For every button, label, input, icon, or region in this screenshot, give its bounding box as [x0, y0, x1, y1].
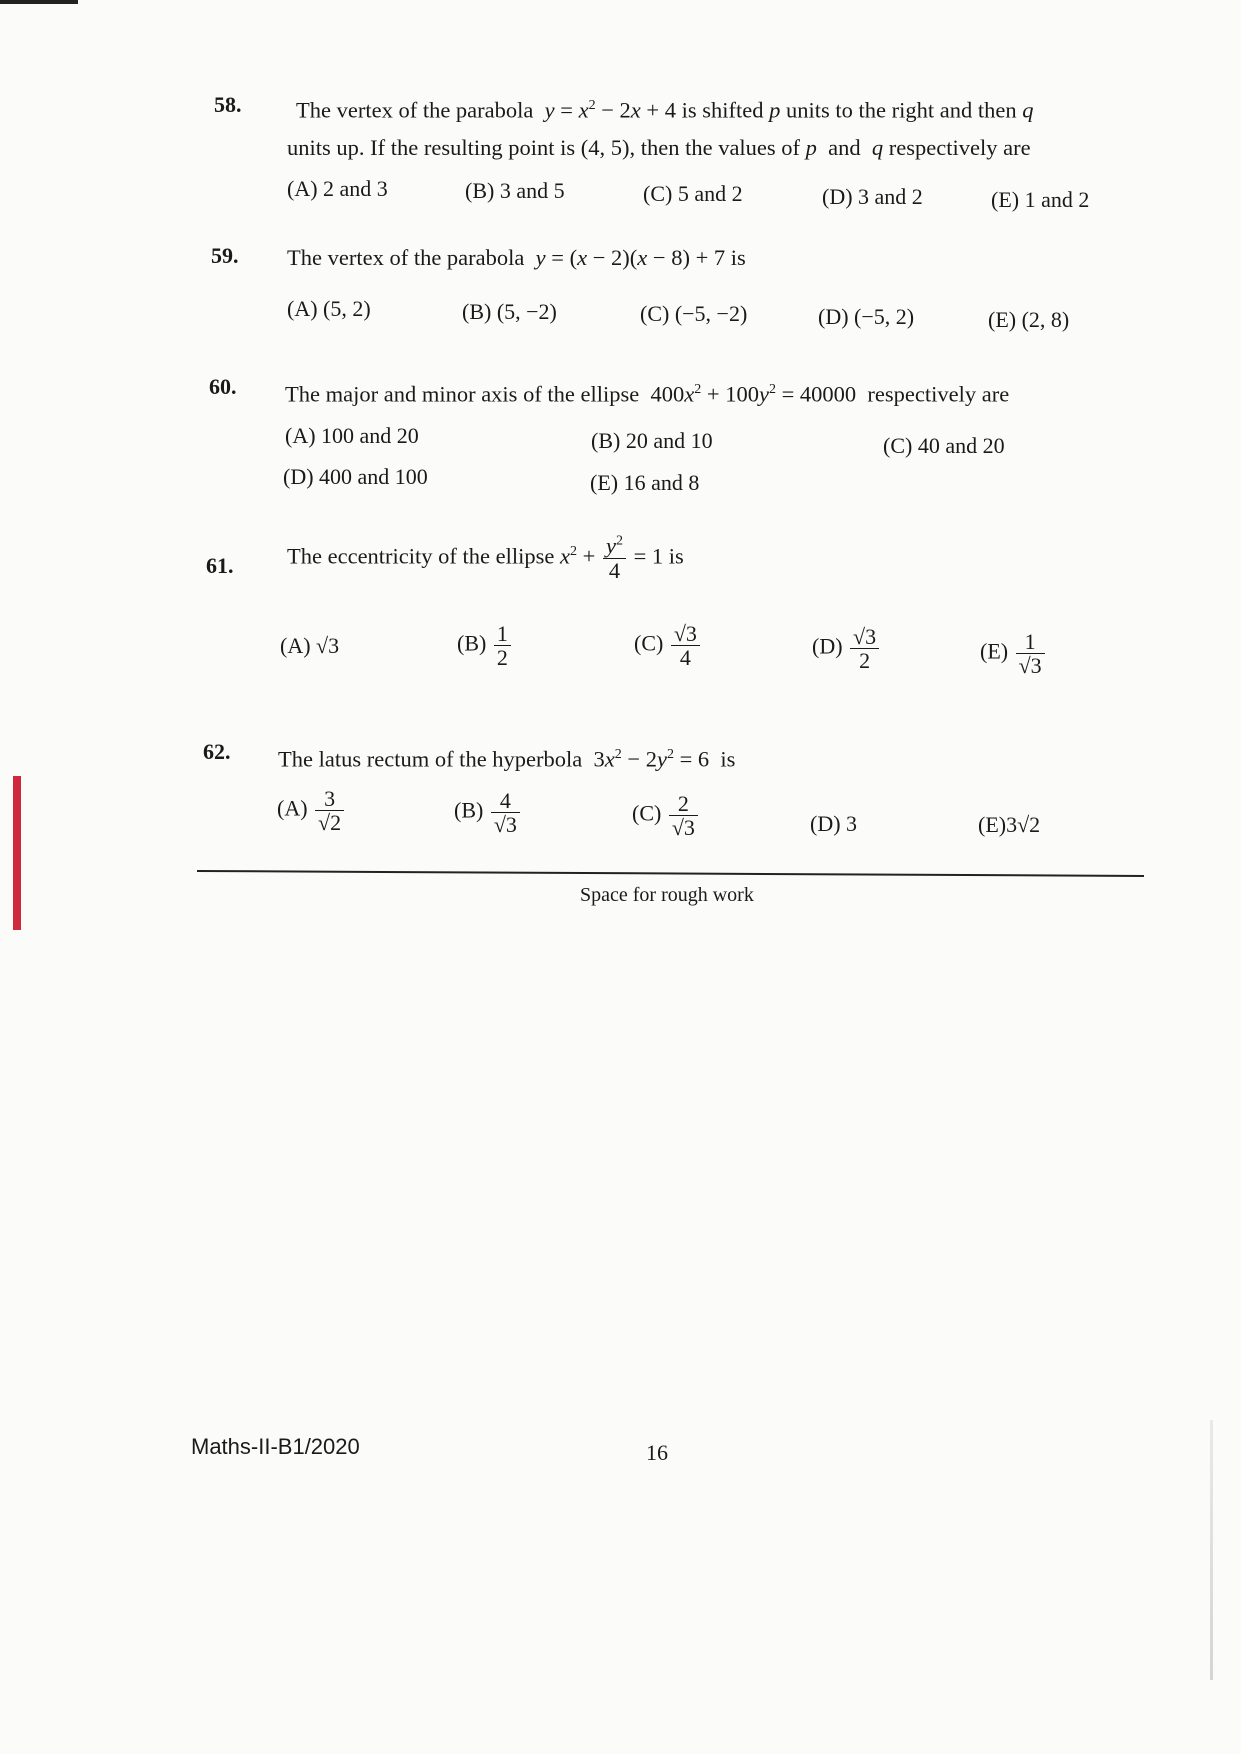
- option-d: (D) 3: [810, 811, 858, 836]
- page-edge-shadow: [1210, 1420, 1213, 1680]
- option-b: (B) $\frac{1}{2}$: [457, 622, 513, 669]
- option-a: (A) 2 and 3: [287, 176, 388, 201]
- binding-strip: [13, 776, 21, 930]
- rough-work-divider: [197, 870, 1144, 876]
- option-e: (E) 16 and 8: [590, 470, 700, 495]
- option-e: (E) (2, 8): [988, 307, 1070, 332]
- question-number: 62.: [203, 739, 231, 764]
- option-b: (B) $\frac{4}{√3}$: [454, 789, 522, 836]
- option-a: (A) $\frac{3}{√2}$: [277, 787, 346, 834]
- question-text: The major and minor axis of the ellipse $400x^2 + 100y^2 = 40000$ respectively are: [285, 381, 1010, 407]
- option-c: (C) 5 and 2: [643, 181, 743, 206]
- option-d: (D) $\frac{√3}{2}$: [812, 625, 881, 672]
- option-c: (C) 40 and 20: [883, 433, 1005, 458]
- rough-work-label: Space for rough work: [580, 884, 754, 906]
- option-a: (A) √3: [280, 633, 340, 658]
- option-b: (B) 3 and 5: [465, 178, 565, 203]
- corner-mark: [0, 0, 78, 4]
- option-b: (B) (5, −2): [462, 299, 557, 324]
- paper-code: Maths-II-B1/2020: [191, 1434, 360, 1459]
- option-c: (C) (−5, −2): [640, 301, 748, 326]
- question-text: The vertex of the parabola y = (x − 2)(x − 8) + 7 is: [287, 245, 746, 270]
- question-text-line-2: units up. If the resulting point is (4, 5), then the values of p and q respectively are: [287, 135, 1031, 160]
- question-text: The latus rectum of the hyperbola $3x^2 - 2y^2 = 6$ is: [278, 746, 736, 772]
- option-e: (E)3√2: [978, 812, 1041, 837]
- option-b: (B) 20 and 10: [591, 428, 713, 453]
- option-d: (D) 3 and 2: [822, 184, 923, 209]
- question-number: 61.: [206, 553, 234, 578]
- option-c: (C) $\frac{√3}{4}$: [634, 622, 702, 669]
- option-a: (A) (5, 2): [287, 296, 371, 321]
- question-number: 59.: [211, 243, 239, 268]
- option-c: (C) $\frac{2}{√3}$: [632, 792, 700, 839]
- fraction-y2-over-4: $\frac{y^2}{4}$: [603, 534, 626, 582]
- option-e: (E) 1 and 2: [991, 187, 1090, 212]
- page-number: 16: [646, 1440, 668, 1465]
- question-text-line-1: The vertex of the parabola $y = x^2 - 2x + 4$ is shifted p units to the right and then q: [296, 97, 1034, 123]
- question-number: 58.: [214, 92, 242, 117]
- question-number: 60.: [209, 374, 237, 399]
- question-text: The eccentricity of the ellipse $x^2$ + $\frac{y^2}{4}$ = 1 is: [287, 533, 684, 583]
- option-d: (D) (−5, 2): [818, 304, 915, 329]
- option-e: (E) $\frac{1}{√3}$: [980, 630, 1047, 677]
- option-a: (A) 100 and 20: [285, 423, 419, 448]
- option-d: (D) 400 and 100: [283, 464, 428, 489]
